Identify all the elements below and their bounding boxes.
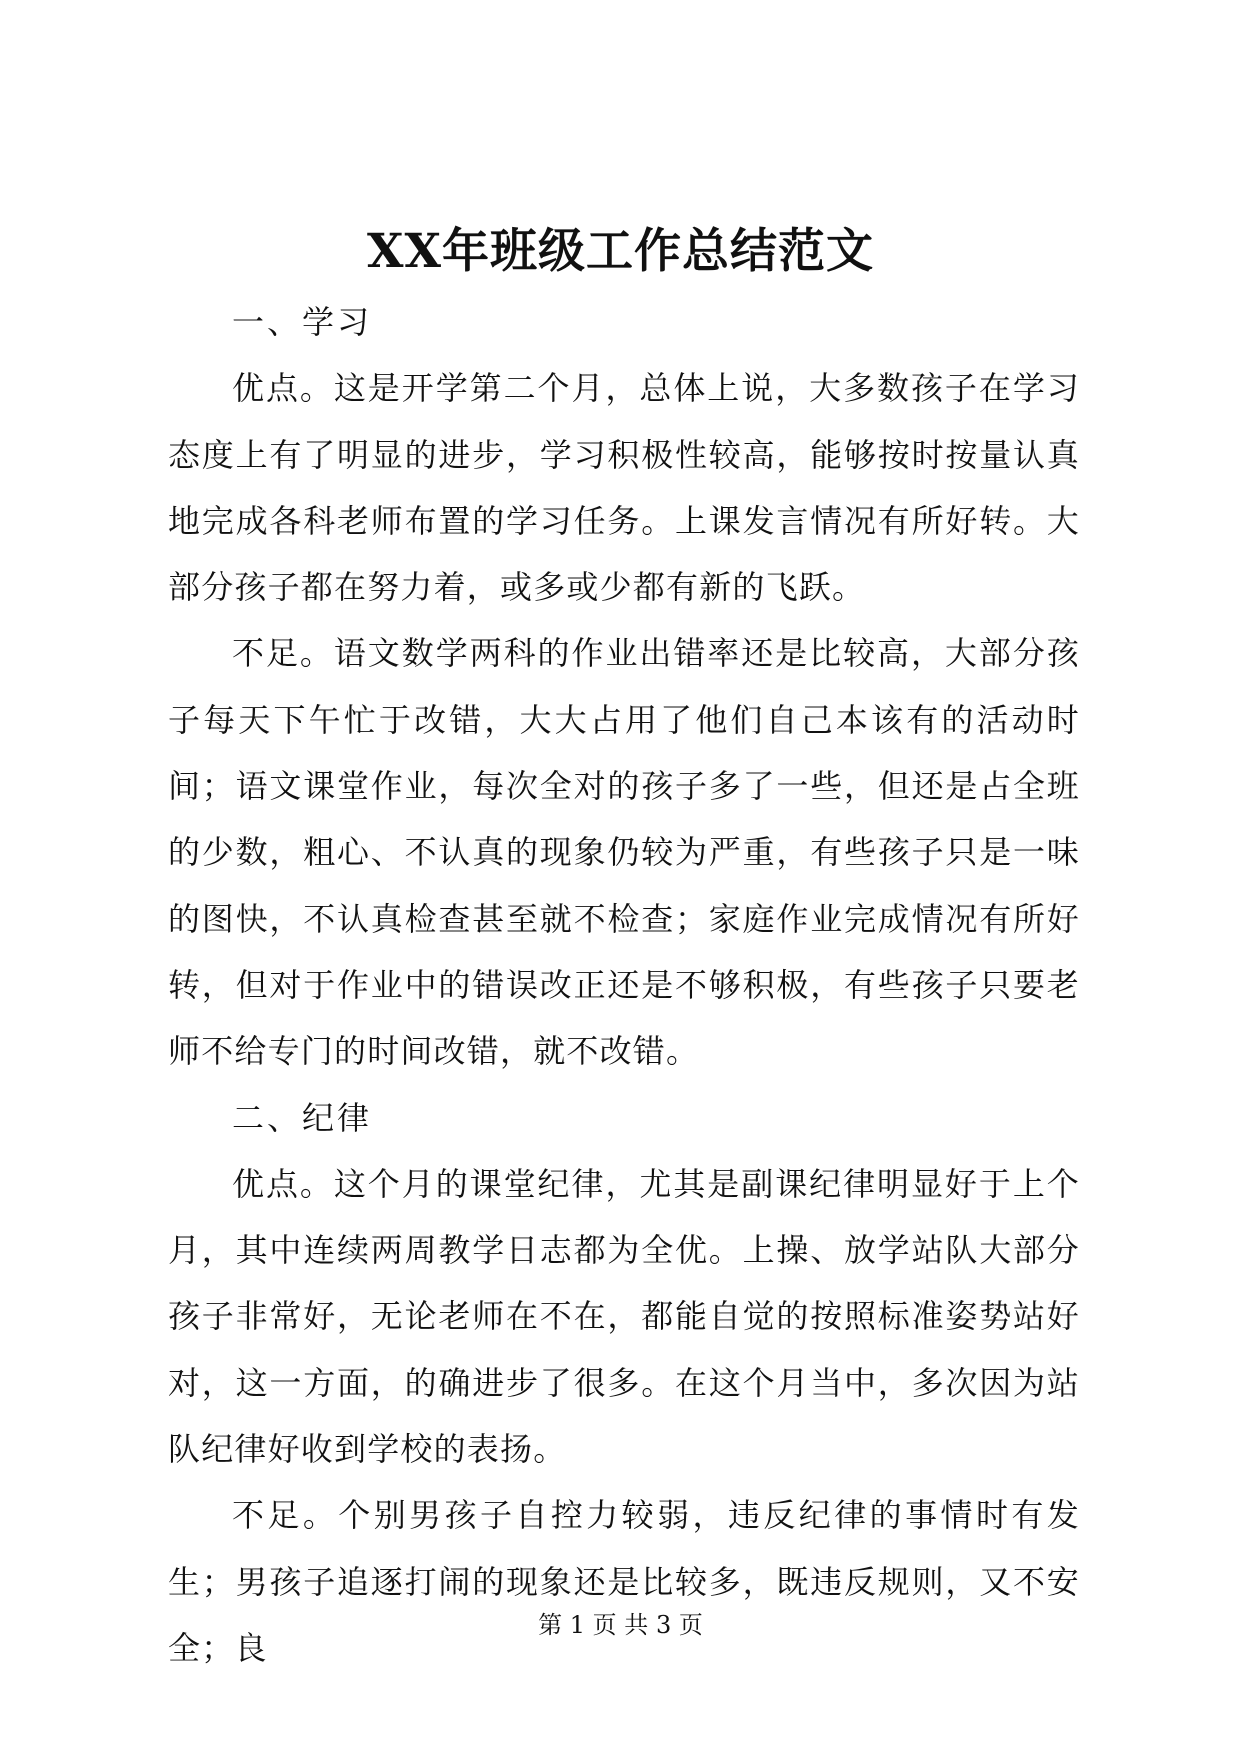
document-body: [168, 289, 1080, 1681]
section-heading-discipline: 二、纪律: [232, 1098, 373, 1137]
paragraph-discipline-weaknesses: 不足。个别男孩子自控力较弱，违反纪律的事情时有发生；男孩子追逐打闹的现象还是比较多，既违反规则，又不安全；良: [168, 1496, 1080, 1667]
paragraph-study-strengths: 优点。这是开学第二个月，总体上说，大多数孩子在学习态度上有了明显的进步，学习积极性较高，能够按时按量认真地完成各科老师布置的学习任务。上课发言情况有所好转。大部分孩子都在努力着，或多或少都有新的飞跃。: [168, 369, 1080, 607]
section-heading-study: 一、学习: [232, 303, 373, 341]
page-footer: 第 1 页 共 3 页: [538, 1611, 703, 1639]
paragraph-study-weaknesses: 不足。语文数学两科的作业出错率还是比较高，大部分孩子每天下午忙于改错，大大占用了他们自己本该有的活动时间；语文课堂作业，每次全对的孩子多了一些，但还是占全班的少数，粗心、不认真的现象仍较为严重，有些孩子只是一味的图快，不认真检查甚至就不检查；家庭作业完成情况有所好转，但对于作业中的错误改正还是不够积极，有些孩子只要老师不给专门的时间改错，就不改错。: [168, 634, 1080, 1071]
paragraph-discipline-strengths: 优点。这个月的课堂纪律，尤其是副课纪律明显好于上个月，其中连续两周教学日志都为全优。上操、放学站队大部分孩子非常好，无论老师在不在，都能自觉的按照标准姿势站好对，这一方面，的确进步了很多。在这个月当中，多次因为站队纪律好收到学校的表扬。: [168, 1164, 1080, 1469]
document-title: XX年班级工作总结范文: [367, 224, 874, 279]
